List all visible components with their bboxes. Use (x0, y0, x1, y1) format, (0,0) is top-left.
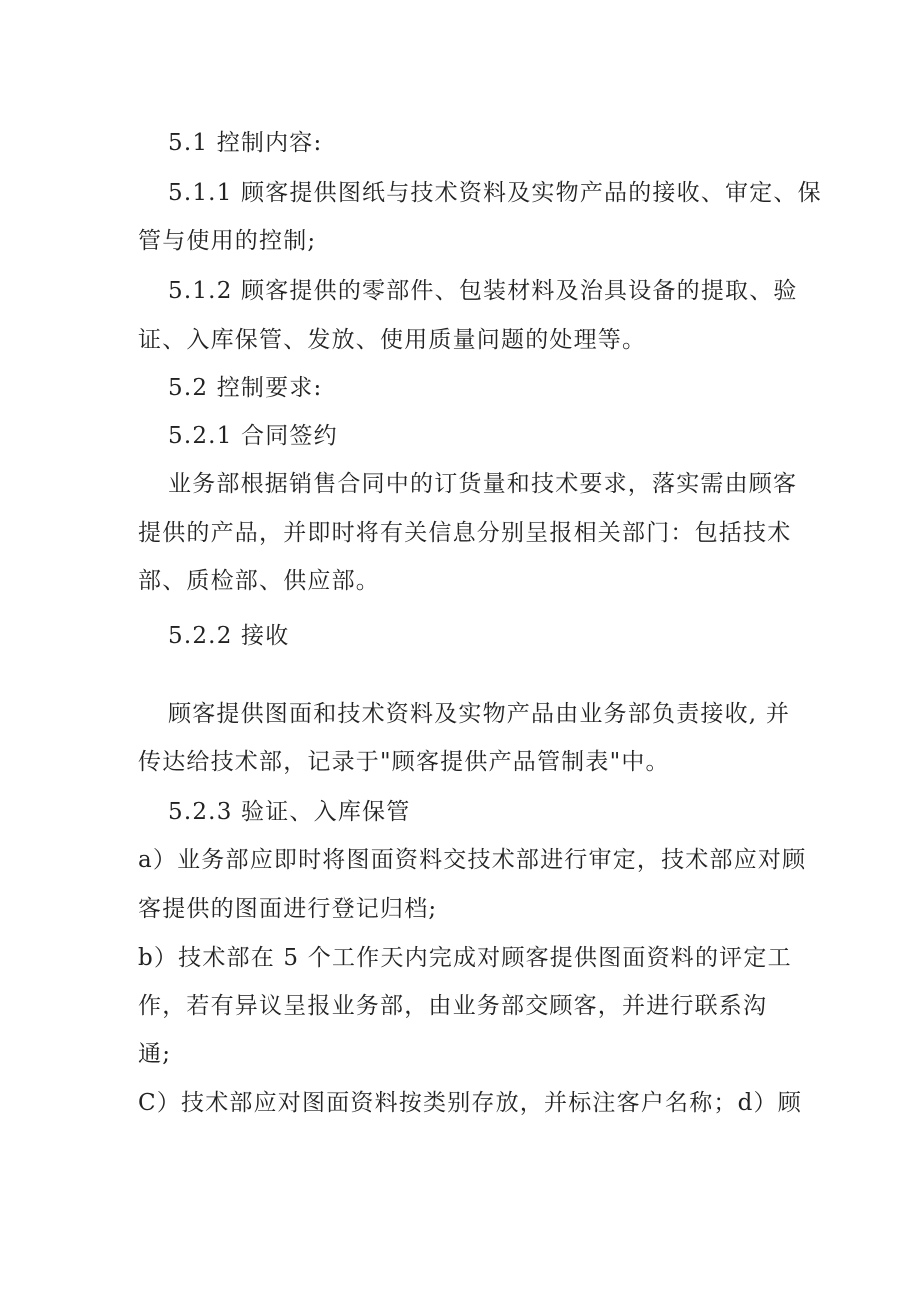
heading-5-2-2: 5.2.2 接收 (168, 623, 290, 649)
item-5-1-1-line-2: 管与使用的控制; (138, 228, 317, 254)
item-5-1-2-line-1: 5.1.2 顾客提供的零部件、包装材料及治具设备的提取、验 (168, 278, 798, 304)
heading-5-2-3: 5.2.3 验证、入库保管 (168, 799, 411, 825)
item-b-line-1: b）技术部在 5 个工作天内完成对顾客提供图面资料的评定工 (138, 945, 792, 971)
paragraph-5-2-2-line-1: 顾客提供图面和技术资料及实物产品由业务部负责接收, 并 (168, 701, 791, 727)
item-a-line-2: 客提供的图面进行登记归档; (138, 896, 438, 922)
paragraph-5-2-1-line-3: 部、质检部、供应部。 (138, 568, 380, 594)
paragraph-5-2-2-line-2: 传达给技术部，记录于"顾客提供产品管制表"中。 (138, 749, 670, 775)
paragraph-5-2-1-line-1: 业务部根据销售合同中的订货量和技术要求，落实需由顾客 (168, 471, 798, 497)
item-c-line-1: C）技术部应对图面资料按类别存放，并标注客户名称；d）顾 (138, 1090, 802, 1116)
item-5-1-1-line-1: 5.1.1 顾客提供图纸与技术资料及实物产品的接收、审定、保 (168, 180, 822, 206)
paragraph-5-2-1-line-2: 提供的产品，并即时将有关信息分别呈报相关部门：包括技术 (138, 520, 792, 546)
item-b-line-2: 作，若有异议呈报业务部，由业务部交顾客，并进行联系沟 (138, 993, 768, 1019)
heading-5-2: 5.2 控制要求: (168, 375, 323, 401)
item-a-line-1: a）业务部应即时将图面资料交技术部进行审定，技术部应对顾 (138, 847, 807, 873)
heading-5-2-1: 5.2.1 合同签约 (168, 423, 338, 449)
heading-5-1: 5.1 控制内容: (168, 130, 323, 156)
item-b-line-3: 通; (138, 1041, 172, 1067)
item-5-1-2-line-2: 证、入库保管、发放、使用质量问题的处理等。 (138, 327, 647, 353)
